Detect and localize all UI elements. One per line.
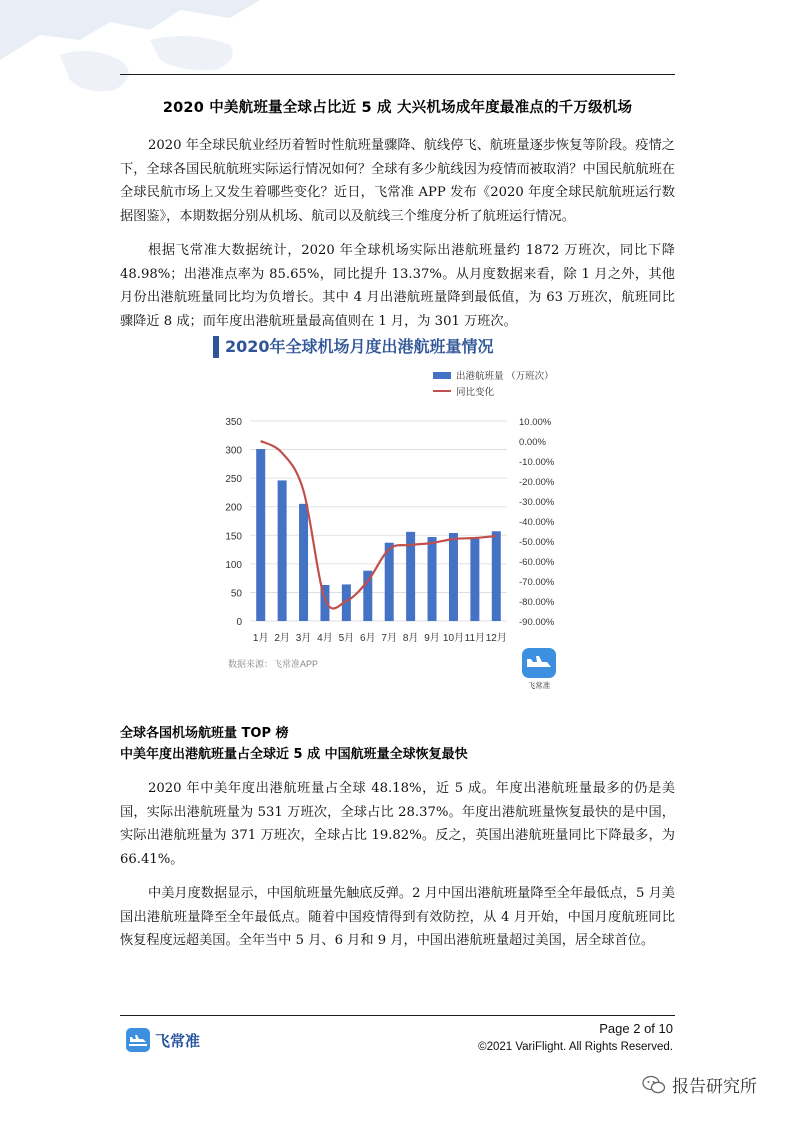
x-tick-label: 8月: [402, 633, 419, 644]
bar-departures: [428, 537, 437, 621]
paragraph-share: 2020 年中美年度出港航班量占全球 48.18%，近 5 成。年度出港航班量最多的仍是美国，实际出港航班量为 531 万班次，全球占比 28.37%。年度出港航班量恢复最快的是中国，实际出港航班量为 371 万班次，全球占比 19.82%。反之，英国出港航班量同比下降最多，为 66.41%。: [120, 781, 675, 867]
y-right-tick-label: -80.00%: [519, 597, 555, 608]
page-number: Page 2 of 10: [599, 1021, 673, 1036]
x-tick-label: 7月: [381, 633, 397, 644]
x-tick-label: 3月: [295, 633, 312, 644]
y-right-tick-label: 0.00%: [519, 437, 546, 448]
plane-logo-icon: [126, 1028, 150, 1052]
header-rule: [120, 74, 675, 75]
y-right-tick-label: -30.00%: [519, 497, 555, 508]
y-right-tick-label: 10.00%: [519, 417, 552, 428]
y-left-tick-label: 200: [225, 502, 242, 514]
footer-logo-text: 飞常准: [155, 1031, 201, 1050]
bar-departures: [299, 504, 308, 621]
watermark-text: 报告研究所: [672, 1077, 757, 1097]
page-title: 2020 中美航班量全球占比近 5 成 大兴机场成年度最准点的千万级机场: [162, 100, 633, 116]
x-tick-label: 2月: [274, 633, 290, 644]
y-left-tick-label: 50: [230, 588, 242, 600]
y-right-tick-label: -10.00%: [519, 457, 555, 468]
chart-title-accent: [213, 336, 219, 358]
paragraph-stats: 根据飞常准大数据统计，2020 年全球机场实际出港航班量约 1872 万班次，同比下降 48.98%；出港准点率为 85.65%，同比提升 13.37%。从月度数据来看，除 1 月之外，其他月份出港航班量同比均为负增长。其中 4 月出港航班量降到最低值，为 63 万班次，航班同比骤降近 8 成；而年度出港航班量最高值则在 1 月，为 301 万班次。: [120, 243, 675, 329]
y-right-tick-label: -90.00%: [519, 617, 555, 628]
chart-logo-label: 飞常准: [527, 681, 551, 690]
y-left-tick-label: 100: [225, 559, 242, 571]
chart-source: 数据来源：飞常准APP: [228, 659, 319, 669]
section-heading-share: 中美年度出港航班量占全球近 5 成 中国航班量全球恢复最快: [120, 747, 468, 762]
legend-bar-swatch: [433, 372, 451, 379]
x-tick-label: 6月: [360, 633, 376, 644]
footer-rule: [120, 1015, 675, 1016]
y-left-tick-label: 0: [236, 617, 242, 628]
y-right-tick-label: -70.00%: [519, 577, 555, 588]
y-left-tick-label: 150: [225, 531, 242, 543]
footer-logo: [126, 1028, 200, 1052]
bar-departures: [492, 531, 501, 621]
bar-departures: [385, 543, 394, 621]
yoy-change-line: [261, 441, 497, 608]
wechat-watermark: [642, 1072, 757, 1097]
x-tick-label: 11月: [464, 633, 486, 644]
bar-departures: [278, 480, 287, 621]
x-tick-label: 9月: [424, 633, 440, 644]
legend-bar-label: 出港航班量 （万班次）: [456, 371, 554, 382]
copyright: ©2021 VariFlight. All Rights Reserved.: [478, 1041, 673, 1053]
x-tick-label: 1月: [252, 633, 269, 644]
paragraph-monthly: 中美月度数据显示，中国航班量先触底反弹。2 月中国出港航班量降至全年最低点，5 月美国出港航班量降至全年最低点。随着中国疫情得到有效防控，从 4 月开始，中国月度航班同比恢复程度远超美国。全年当中 5 月、6 月和 9 月，中国出港航班量超过美国，居全球首位。: [120, 886, 675, 949]
y-right-tick-label: -60.00%: [519, 557, 555, 568]
bar-departures: [470, 538, 479, 621]
paragraph-intro: 2020 年全球民航业经历着暂时性航班量骤降、航线停飞、航班量逐步恢复等阶段。疫情之下，全球各国民航航班实际运行情况如何？全球有多少航线因为疫情而被取消？中国民航航班在全球民航市场上又发生着哪些变化？近日，飞常准 APP 发布《2020 年度全球民航航班运行数据图鉴》，本期数据分别从机场、航司以及航线三个维度分析了航班运行情况。: [120, 138, 675, 224]
x-tick-label: 12月: [485, 633, 507, 644]
y-right-tick-label: -50.00%: [519, 537, 555, 548]
bar-departures: [449, 533, 458, 621]
wechat-icon: [642, 1075, 666, 1095]
section-heading-top-list: 全球各国机场航班量 TOP 榜: [120, 726, 289, 741]
y-left-tick-label: 300: [225, 445, 242, 457]
x-tick-label: 4月: [317, 633, 333, 644]
x-tick-label: 5月: [338, 633, 355, 644]
monthly-departures-chart: [200, 360, 570, 690]
x-tick-label: 10月: [442, 633, 465, 644]
chart-title: 2020年全球机场月度出港航班量情况: [225, 337, 494, 356]
y-right-tick-label: -20.00%: [519, 477, 555, 488]
legend-line-label: 同比变化: [456, 387, 495, 398]
y-right-tick-label: -40.00%: [519, 517, 555, 528]
bar-departures: [256, 449, 265, 621]
y-left-tick-label: 250: [225, 474, 242, 486]
y-left-tick-label: 350: [225, 417, 242, 428]
